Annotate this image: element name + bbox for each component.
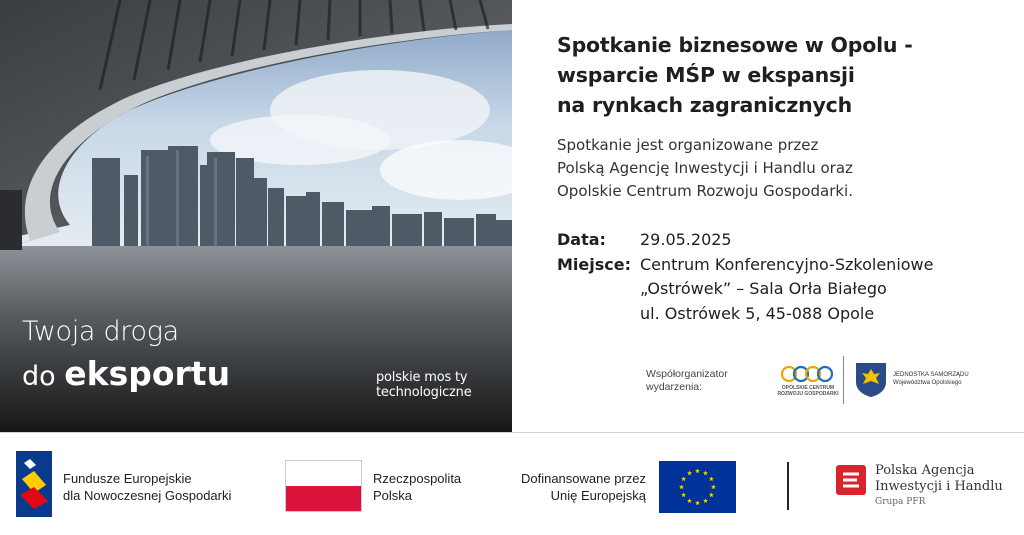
- event-title: [557, 30, 997, 120]
- pm-logo-line1: polskie mos ty: [376, 370, 468, 385]
- poland-flag-icon: [285, 460, 362, 512]
- footer-divider: [0, 432, 1024, 433]
- paih-logo-icon: [836, 465, 866, 495]
- tagline-prefix: do: [22, 361, 56, 392]
- date-row: [557, 228, 933, 253]
- place-value: [640, 253, 933, 327]
- event-description: [557, 134, 997, 203]
- paih-line2: Inwestycji i Handlu: [875, 479, 1003, 494]
- coorganizer-label-line1: Współorganizator: [646, 368, 728, 380]
- rp-text: [373, 470, 461, 504]
- paih-line1: Polska Agencja: [875, 463, 975, 478]
- place-line: Centrum Konferencyjno-Szkoleniowe: [640, 254, 934, 274]
- tagline-line1: Twoja droga: [22, 316, 179, 347]
- occ-line1: OPOLSKIE CENTRUM: [781, 385, 835, 391]
- occ-logo-text: [770, 385, 846, 397]
- place-line: ul. Ostrówek 5, 45-088 Opole: [640, 303, 875, 323]
- polskie-mosty-logo: [376, 370, 472, 400]
- place-label: Miejsce:: [557, 254, 631, 274]
- event-details: [557, 228, 933, 326]
- place-row: [557, 253, 933, 327]
- coorganizer-label: [646, 368, 728, 394]
- fe-line1: Fundusze Europejskie: [63, 471, 192, 486]
- tagline-line2: [22, 352, 230, 399]
- js-line1: JEDNOSTKA SAMORZĄDU: [893, 372, 969, 378]
- title-line: wsparcie MŚP w ekspansji: [557, 63, 855, 87]
- description-line: Opolskie Centrum Rozwoju Gospodarki.: [557, 182, 853, 200]
- description-line: Spotkanie jest organizowane przez: [557, 136, 819, 154]
- js-logo-text: [893, 371, 969, 387]
- eu-flag-icon: [659, 461, 736, 513]
- fe-line2: dla Nowoczesnej Gospodarki: [63, 488, 232, 503]
- date-value: 29.05.2025: [640, 230, 732, 249]
- fe-text: [63, 470, 231, 504]
- tagline-emphasis: eksportu: [64, 354, 231, 393]
- ue-text: [496, 470, 646, 504]
- title-line: Spotkanie biznesowe w Opolu -: [557, 33, 913, 57]
- paih-divider: [787, 462, 789, 510]
- place-line: „Ostrówek” – Sala Orła Białego: [640, 279, 887, 298]
- paih-text: [875, 463, 1003, 509]
- rp-line2: Polska: [373, 488, 413, 503]
- opolskie-crest-icon: [855, 362, 887, 398]
- date-label: Data:: [557, 230, 606, 249]
- coorganizer-label-line2: wydarzenia:: [646, 381, 703, 393]
- js-line2: Województwa Opolskiego: [893, 380, 962, 386]
- paih-line3: Grupa PFR: [875, 497, 926, 507]
- pm-logo-line2: technologiczne: [376, 385, 472, 400]
- ue-line1: Dofinansowane przez: [520, 471, 646, 486]
- logo-divider: [843, 356, 844, 404]
- occ-line2: ROZWOJU GOSPODARKI: [777, 391, 839, 397]
- title-line: na rynkach zagranicznych: [557, 93, 852, 117]
- fundusze-europejskie-icon: [16, 451, 52, 517]
- description-line: Polską Agencję Inwestycji i Handlu oraz: [557, 159, 853, 177]
- hero-photo: [0, 0, 512, 432]
- ue-line2: Unię Europejską: [550, 488, 646, 503]
- rp-line1: Rzeczpospolita: [373, 471, 462, 486]
- hero-tagline: [22, 312, 230, 399]
